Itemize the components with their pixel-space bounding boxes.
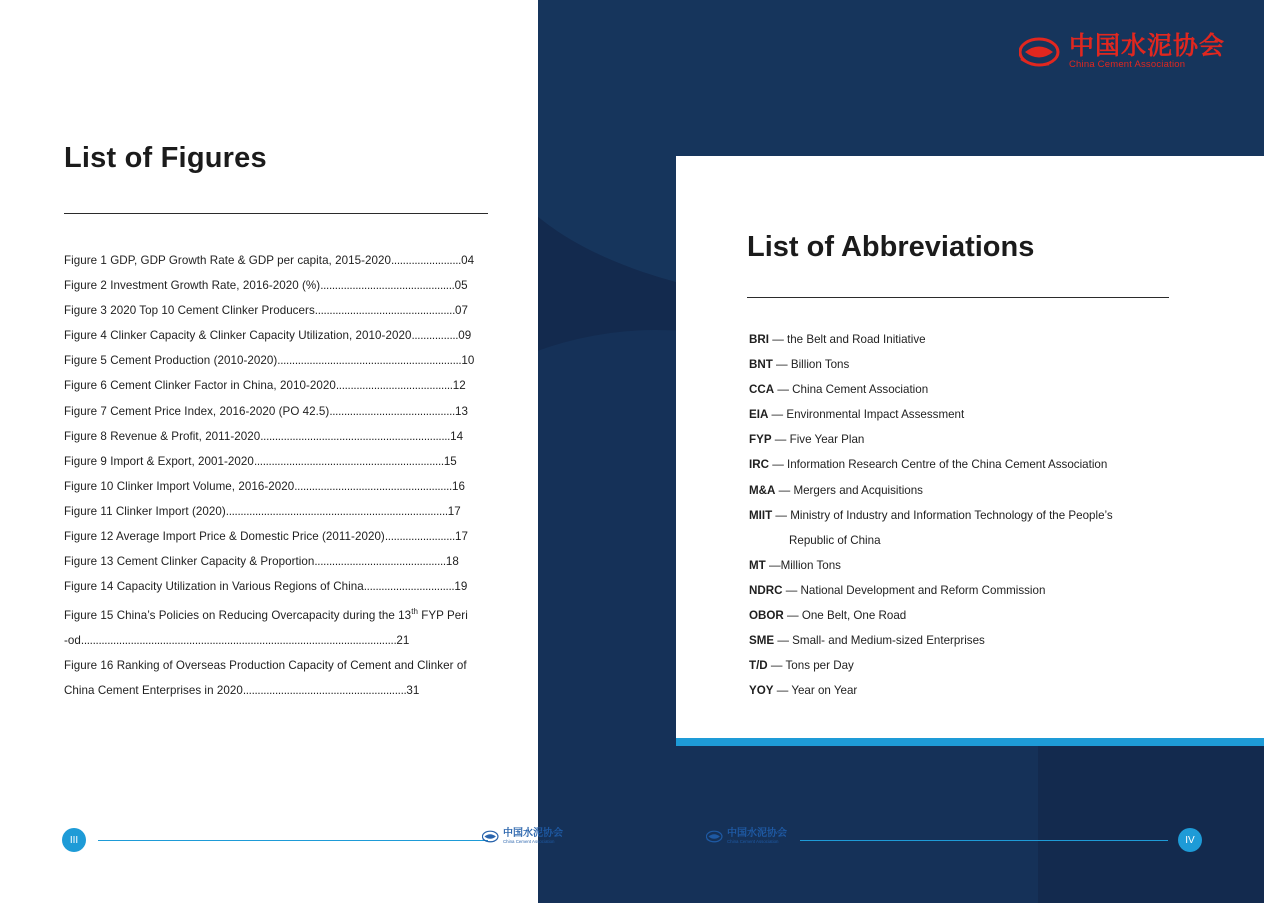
leader-dots: ........................................ [335,379,453,393]
figure-label: Figure 1 GDP, GDP Growth Rate & GDP per capita, 2015-2020 [64,254,391,267]
abbr-dash: — [768,408,787,422]
abbr-dash: — [773,684,792,698]
abbr-key: MT [749,558,766,572]
abbreviations-list [749,327,1179,703]
figure-page: 15 [443,454,457,468]
abbr-value: Five Year Plan [789,433,865,447]
figure-label: Figure 7 Cement Price Index, 2016-2020 (PO 42.5) [64,404,330,418]
figure-page: 09 [458,329,472,343]
leader-dots: ...................................................... [294,479,452,493]
abbr-value: Year on Year [791,684,858,698]
figure-label-cont: FYP Peri [417,609,468,623]
figure-page: 13 [454,404,468,418]
abbr-value: Billion Tons [790,358,850,372]
figure-label: Figure 16 Ranking of Overseas Production Capacity of Cement and Clinker of [64,659,467,673]
footer-logo-right [706,828,787,845]
list-item [749,653,1179,678]
leader-dots: ............................................................................................................ [80,634,397,648]
figure-label: Figure 5 Cement Production (2010-2020) [64,354,278,368]
abbr-dash: — [767,659,786,673]
footer-logo-left [482,828,563,845]
list-item [749,402,1179,427]
footer-logo-text-left [503,828,563,845]
figure-label-line2: -od [64,634,81,648]
figure-page: 05 [454,279,468,293]
footer-logo-chinese: 中国水泥协会 [503,828,563,839]
abbr-key: BNT [749,358,773,372]
abbr-dash: — [774,383,793,397]
abbr-value: the Belt and Road Initiative [787,333,926,346]
page-title-list-of-abbreviations: List of Abbreviations [747,231,1035,263]
abbr-value: Ministry of Industry and Information Technology of the People’s [790,508,1113,522]
list-item [749,503,1179,553]
abbr-value: One Belt, One Road [801,609,907,623]
list-item [64,653,488,703]
figure-page: 16 [451,479,465,493]
figure-page: 18 [445,555,459,569]
leader-dots: ................ [411,329,459,343]
abbr-dash: — [774,634,793,648]
abbr-key: YOY [749,684,774,698]
figure-label: Figure 13 Cement Clinker Capacity & Proportion [64,555,315,569]
cca-logo-english: China Cement Association [1069,59,1186,70]
list-item [749,427,1179,452]
leader-dots: ............................................................................ [225,504,448,518]
leader-dots: .............................................. [320,279,455,293]
leader-dots: ........................ [391,254,462,267]
figure-label: Figure 11 Clinker Import (2020) [64,504,226,518]
list-item [749,478,1179,503]
list-item [64,499,488,524]
leader-dots: ........................................... [329,404,455,418]
abbr-key: T/D [749,659,768,673]
abbr-dash: — [772,508,791,522]
list-item [749,578,1179,603]
abbr-key: NDRC [749,583,783,597]
leader-dots: ............................... [363,580,455,594]
page-number-right: IV [1178,828,1202,852]
cca-logo-chinese: 中国水泥协会 [1069,32,1226,60]
cca-logo-mark-icon [1019,37,1063,67]
list-item [749,327,1179,352]
figure-page: 10 [461,354,475,368]
abbr-dash: — [771,433,790,447]
figure-page: 12 [452,379,466,393]
leader-dots: ................................................ [314,304,456,318]
figure-list [64,248,488,704]
abbr-dash: — [783,609,802,623]
abbr-dash: — [768,458,788,472]
figure-label-line2: China Cement Enterprises in 2020 [64,684,243,698]
abbr-key: SME [749,634,775,648]
figure-page: 07 [455,304,469,318]
list-item [64,248,488,273]
list-item [64,524,488,549]
footer-rule-left [98,840,488,841]
figure-label: Figure 14 Capacity Utilization in Various Regions of China [64,580,364,594]
abbr-value-line2: Republic of China [789,533,881,547]
abbr-dash: — [782,583,801,597]
list-item [64,373,488,398]
abbr-key: EIA [749,408,769,422]
list-item [64,424,488,449]
abbr-dash: — [768,333,788,346]
footer-logo-english: China Cement Association [727,839,779,844]
figure-page: 17 [454,530,468,544]
list-item [64,599,488,653]
abbr-value: Small- and Medium-sized Enterprises [792,634,985,648]
abbr-value: Information Research Centre of the China Cement Association [787,458,1108,472]
abbreviations-title-divider [747,297,1169,298]
abbr-value: Tons per Day [785,659,854,673]
figure-page: 14 [450,429,464,443]
figure-page: 21 [396,634,410,648]
abbr-key: M&A [749,483,776,497]
list-item [749,628,1179,653]
figure-page: 19 [454,580,468,594]
abbr-value: China Cement Association [792,383,929,397]
figure-label: Figure 2 Investment Growth Rate, 2016-2020 (%) [64,279,321,293]
list-item [64,348,488,373]
footer-logo-english: China Cement Association [503,839,555,844]
left-page [0,0,538,903]
page-number-left: III [62,828,86,852]
abbr-dash: — [772,358,791,372]
figure-label: Figure 6 Cement Clinker Factor in China, 2010-2020 [64,379,336,393]
cca-footer-logo-mark-icon [706,830,724,843]
list-item [64,298,488,323]
figure-label: Figure 12 Average Import Price & Domestic Price (2011-2020) [64,530,385,544]
leader-dots: ........................ [384,530,455,544]
list-item [64,574,488,599]
abbr-key: OBOR [749,609,784,623]
abbr-dash: — [765,558,781,572]
list-item [749,452,1179,477]
figure-label: Figure 4 Clinker Capacity & Clinker Capacity Utilization, 2010-2020 [64,329,412,343]
abbr-dash: — [775,483,794,497]
figure-page: 17 [447,504,461,518]
abbr-value: Mergers and Acquisitions [793,483,923,497]
accent-bar [676,738,1264,746]
figure-label: Figure 10 Clinker Import Volume, 2016-2020 [64,479,295,493]
figure-label: Figure 9 Import & Export, 2001-2020 [64,454,254,468]
figure-label: Figure 15 China’s Policies on Reducing Overcapacity during the 13 [64,609,412,623]
list-item [64,273,488,298]
list-item [64,449,488,474]
abbr-value: Million Tons [780,558,841,572]
cca-logo [1019,28,1229,76]
footer-logo-text-right [727,828,787,845]
figure-page: 04 [461,254,475,267]
figure-page: 31 [406,684,420,698]
list-item [64,474,488,499]
title-divider [64,213,488,214]
figure-label: Figure 8 Revenue & Profit, 2011-2020 [64,429,261,443]
figure-label: Figure 3 2020 Top 10 Cement Clinker Producers [64,304,315,318]
abbr-value: National Development and Reform Commission [800,583,1046,597]
leader-dots: ............................................................... [277,354,462,368]
list-item [64,323,488,348]
footer-logo-chinese: 中国水泥协会 [727,828,787,839]
list-item [749,678,1179,703]
abbr-key: CCA [749,383,775,397]
abbr-key: MIIT [749,508,773,522]
list-item [749,352,1179,377]
cca-logo-text [1069,33,1225,71]
list-item [749,603,1179,628]
list-item [749,377,1179,402]
abbr-value: Environmental Impact Assessment [786,408,965,422]
leader-dots: ............................................. [314,555,446,569]
figure-superscript: th [411,607,418,617]
abbr-key: FYP [749,433,772,447]
list-item [64,399,488,424]
abbr-key: IRC [749,458,769,472]
leader-dots: ................................................................. [260,429,451,443]
cca-footer-logo-mark-icon [482,830,500,843]
abbr-key: BRI [749,333,769,346]
leader-dots: ........................................................ [242,684,407,698]
page-title-list-of-figures: List of Figures [64,142,267,174]
leader-dots: ................................................................. [253,454,444,468]
list-item [64,549,488,574]
list-item [749,553,1179,578]
footer-rule-right [800,840,1168,841]
